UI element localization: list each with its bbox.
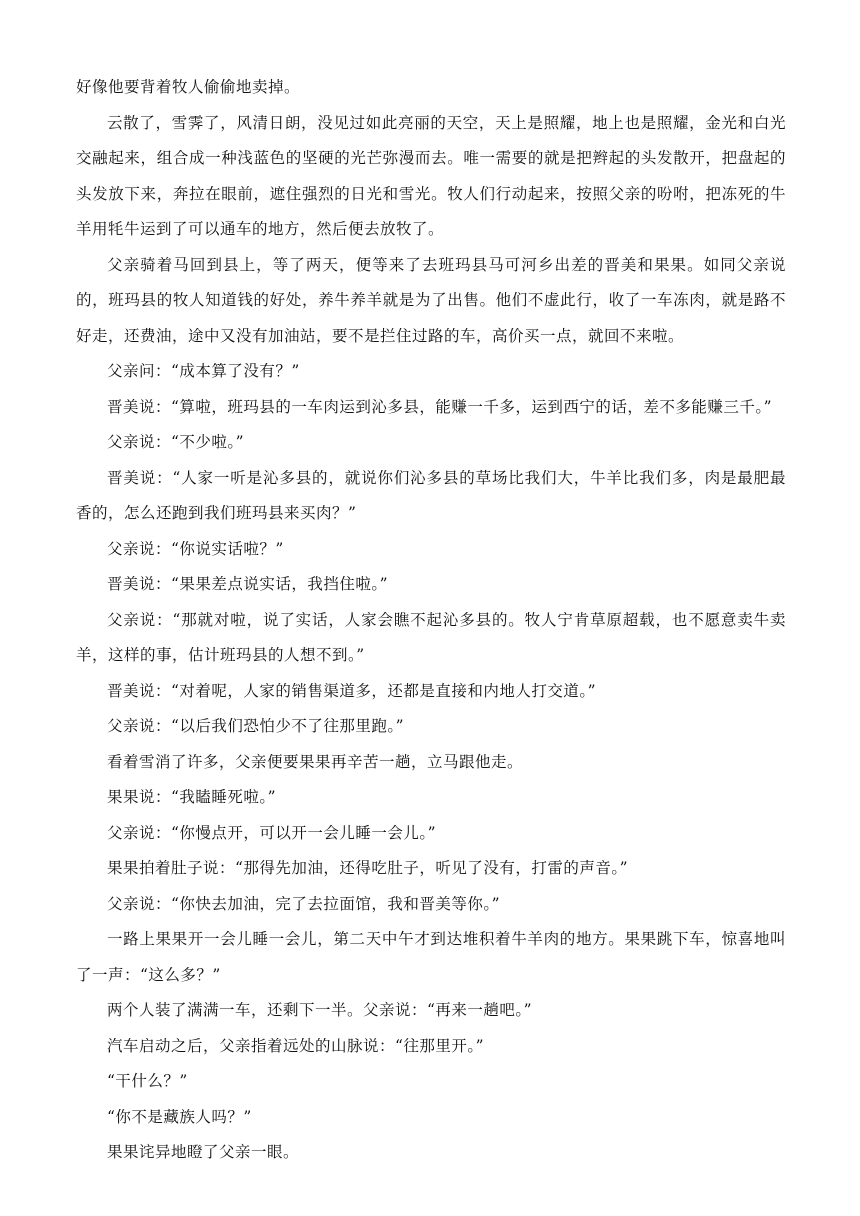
paragraph: 父亲说：“不少啦。” <box>107 433 245 451</box>
paragraph: 晋美说：“算啦，班玛县的一车肉运到沁多县，能赚一千多，运到西宁的话，差不多能赚三千。” <box>107 397 773 416</box>
paragraph: 看着雪消了许多，父亲便要果果再辛苦一趟，立马跟他走。 <box>107 752 524 771</box>
paragraph: 父亲说：“那就对啦，说了实话，人家会瞧不起沁多县的。牧人宁肯草原超载，也不愿意卖牛卖羊，这样的事，估计班玛县的人想不到。” <box>76 610 786 664</box>
paragraph: 父亲说：“你慢点开，可以开一会儿睡一会儿。” <box>107 823 437 842</box>
paragraph: 父亲问：“成本算了没有？” <box>107 362 300 380</box>
paragraph: 果果诧异地瞪了父亲一眼。 <box>107 1143 300 1161</box>
paragraph: 果果说：“我瞌睡死啦。” <box>107 788 277 806</box>
paragraph: 果果拍着肚子说：“那得先加油，还得吃肚子，听见了没有，打雷的声音。” <box>107 859 629 877</box>
paragraph: 父亲说：“你快去加油，完了去拉面馆，我和晋美等你。” <box>107 894 501 913</box>
paragraph: “你不是藏族人吗？” <box>107 1107 252 1126</box>
paragraph: “干什么？” <box>107 1072 188 1090</box>
paragraph: 汽车启动之后，父亲指着远处的山脉说：“往那里开。” <box>107 1036 485 1055</box>
paragraph: 云散了，雪霁了，风清日朗，没见过如此亮丽的天空，天上是照耀，地上也是照耀，金光和白光交融起来，组合成一种浅蓝色的坚硬的光芒弥漫而去。唯一需要的就是把辫起的头发散开，把盘起的头发放下来，奔拉在眼前，遮住强烈的日光和雪光。牧人们行动起来，按照父亲的吩咐，把冻死的牛羊用牦牛运到了可以通车的地方，然后便去放牧了。 <box>76 113 786 238</box>
paragraph: 好像他要背着牧人偷偷地卖掉。 <box>76 78 301 96</box>
paragraph: 一路上果果开一会儿睡一会儿，第二天中午才到达堆积着牛羊肉的地方。果果跳下车，惊喜地叫了一声：“这么多？” <box>76 930 786 984</box>
paragraph: 晋美说：“果果差点说实话，我挡住啦。” <box>107 575 389 593</box>
document-body <box>76 70 786 1171</box>
paragraph: 晋美说：“人家一听是沁多县的，就说你们沁多县的草场比我们大，牛羊比我们多，肉是最肥最香的，怎么还跑到我们班玛县来买肉？” <box>76 468 786 522</box>
paragraph: 父亲说：“以后我们恐怕少不了往那里跑。” <box>107 717 405 735</box>
paragraph: 两个人装了满满一车，还剩下一半。父亲说：“再来一趟吧。” <box>107 1001 533 1019</box>
paragraph: 父亲骑着马回到县上，等了两天，便等来了去班玛县马可河乡出差的晋美和果果。如同父亲说的，班玛县的牧人知道钱的好处，养牛养羊就是为了出售。他们不虚此行，收了一车冻肉，就是路不好走，还费油，途中又没有加油站，要不是拦住过路的车，高价买一点，就回不来啦。 <box>76 255 786 345</box>
paragraph: 父亲说：“你说实话啦？” <box>107 539 284 558</box>
paragraph: 晋美说：“对着呢，人家的销售渠道多，还都是直接和内地人打交道。” <box>107 681 597 700</box>
